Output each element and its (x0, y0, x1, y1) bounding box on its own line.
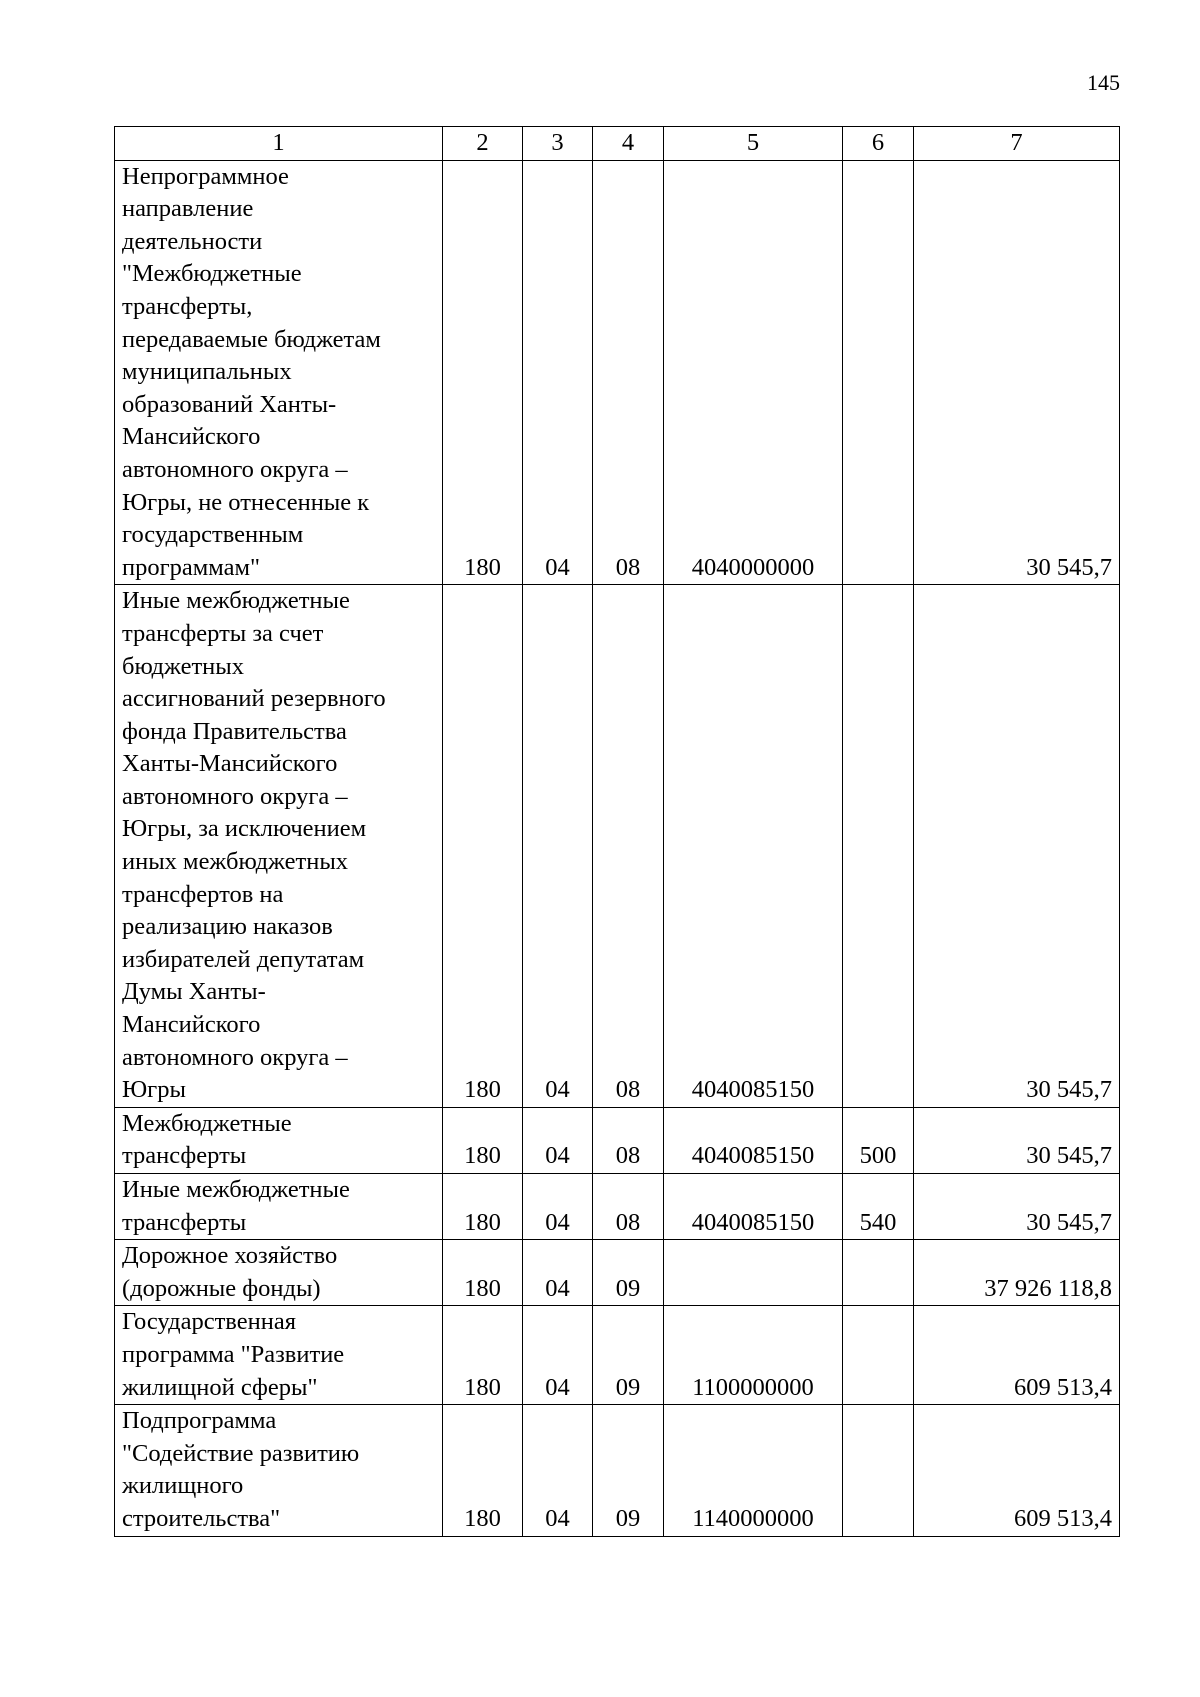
table-row (115, 1306, 1120, 1405)
column-2-cell: 180 (443, 1240, 523, 1306)
row-name-line: фонда Правительства (122, 717, 347, 745)
row-name-cell (115, 160, 443, 585)
table-body (115, 160, 1120, 1536)
row-name-cell (115, 1240, 443, 1306)
row-name-line: трансферты за счет (122, 619, 324, 647)
table-row (115, 1240, 1120, 1306)
row-name-line: образований Ханты- (122, 390, 337, 418)
row-name-line: жилищной сферы" (122, 1373, 318, 1401)
row-name-line: Иные межбюджетные (122, 1176, 350, 1203)
row-name-line: государственным (122, 521, 304, 549)
row-name-line: муниципальных (122, 358, 292, 386)
row-name-cell (115, 1107, 443, 1173)
column-header: 1 (115, 127, 443, 161)
amount-cell: 609 513,4 (914, 1405, 1120, 1536)
row-name-line: Югры, за исключением (122, 815, 367, 843)
type-cell (843, 1306, 914, 1405)
row-name-line: трансферты, (122, 292, 253, 320)
row-name-line: Ханты-Мансийского (122, 750, 338, 778)
row-name-cell (115, 1405, 443, 1536)
row-name-line: жилищного (122, 1472, 244, 1500)
column-3-cell: 04 (523, 585, 593, 1108)
column-header: 7 (914, 127, 1120, 161)
table-row (115, 160, 1120, 585)
column-header: 5 (664, 127, 843, 161)
column-header: 6 (843, 127, 914, 161)
code-cell: 4040085150 (664, 585, 843, 1108)
row-name-line: Межбюджетные (122, 1109, 292, 1137)
row-name-line: Мансийского (122, 1011, 261, 1039)
column-4-cell: 08 (593, 1174, 664, 1240)
row-name-line: избирателей депутатам (122, 945, 365, 973)
row-name-line: направление (122, 195, 254, 223)
row-name-line: Думы Ханты- (122, 978, 266, 1006)
row-name-line: трансфертов на (122, 880, 284, 908)
type-cell (843, 1405, 914, 1536)
row-name-line: деятельности (122, 227, 263, 255)
column-header: 4 (593, 127, 664, 161)
code-cell: 1140000000 (664, 1405, 843, 1536)
row-name-line: Государственная (122, 1308, 296, 1336)
column-2-cell: 180 (443, 1306, 523, 1405)
row-name-line: Иные межбюджетные (122, 587, 350, 615)
column-4-cell: 08 (593, 160, 664, 585)
column-3-cell: 04 (523, 1240, 593, 1306)
row-name-cell (115, 585, 443, 1108)
column-3-cell: 04 (523, 1405, 593, 1536)
row-name-line: ассигнований резервного (122, 685, 386, 713)
row-name-line: реализацию наказов (122, 913, 333, 941)
code-cell: 4040000000 (664, 160, 843, 585)
column-3-cell: 04 (523, 1174, 593, 1240)
row-name-line: программа "Развитие (122, 1340, 345, 1368)
row-name-line: передаваемые бюджетам (122, 325, 381, 353)
column-3-cell: 04 (523, 1306, 593, 1405)
type-cell (843, 160, 914, 585)
code-cell: 4040085150 (664, 1174, 843, 1240)
row-name-line: Мансийского (122, 423, 261, 451)
row-name-cell (115, 1174, 443, 1240)
column-2-cell: 180 (443, 1174, 523, 1240)
table-row (115, 1174, 1120, 1240)
column-4-cell: 08 (593, 1107, 664, 1173)
row-name-line: "Межбюджетные (122, 260, 302, 288)
row-name-line: бюджетных (122, 652, 244, 680)
column-2-cell: 180 (443, 1107, 523, 1173)
type-cell (843, 1240, 914, 1306)
page-number: 145 (1087, 70, 1120, 95)
column-3-cell: 04 (523, 1107, 593, 1173)
header-row (115, 127, 1120, 161)
code-cell: 4040085150 (664, 1107, 843, 1173)
amount-cell: 30 545,7 (914, 585, 1120, 1108)
column-4-cell: 09 (593, 1240, 664, 1306)
column-2-cell: 180 (443, 1405, 523, 1536)
type-cell (843, 585, 914, 1108)
amount-cell: 609 513,4 (914, 1306, 1120, 1405)
amount-cell: 37 926 118,8 (914, 1240, 1120, 1306)
row-name-line: трансферты (122, 1142, 247, 1170)
column-2-cell: 180 (443, 160, 523, 585)
table-row (115, 1107, 1120, 1173)
row-name-line: программам" (122, 553, 261, 581)
column-3-cell: 04 (523, 160, 593, 585)
column-4-cell: 09 (593, 1405, 664, 1536)
row-name-line: трансферты (122, 1208, 247, 1236)
table-row (115, 585, 1120, 1108)
column-header: 3 (523, 127, 593, 161)
amount-cell: 30 545,7 (914, 1107, 1120, 1173)
column-header: 2 (443, 127, 523, 161)
row-name-line: Дорожное хозяйство (122, 1242, 338, 1270)
row-name-cell (115, 1306, 443, 1405)
row-name-line: (дорожные фонды) (122, 1274, 321, 1302)
amount-cell: 30 545,7 (914, 160, 1120, 585)
row-name-line: "Содействие развитию (122, 1439, 360, 1467)
type-cell: 540 (843, 1174, 914, 1240)
row-name-line: автономного округа – (122, 1043, 348, 1071)
row-name-line: иных межбюджетных (122, 848, 349, 876)
row-name-line: автономного округа – (122, 455, 348, 483)
row-name-line: строительства" (122, 1504, 281, 1532)
amount-cell: 30 545,7 (914, 1174, 1120, 1240)
table-header (115, 127, 1120, 161)
column-4-cell: 08 (593, 585, 664, 1108)
column-4-cell: 09 (593, 1306, 664, 1405)
code-cell: 1100000000 (664, 1306, 843, 1405)
code-cell (664, 1240, 843, 1306)
type-cell: 500 (843, 1107, 914, 1173)
row-name-line: Подпрограмма (122, 1407, 277, 1435)
row-name-line: Непрограммное (122, 162, 289, 190)
column-2-cell: 180 (443, 585, 523, 1108)
budget-table (114, 126, 1120, 1537)
row-name-line: автономного округа – (122, 782, 348, 810)
table-row (115, 1405, 1120, 1536)
row-name-line: Югры (122, 1076, 186, 1104)
row-name-line: Югры, не отнесенные к (122, 488, 370, 516)
